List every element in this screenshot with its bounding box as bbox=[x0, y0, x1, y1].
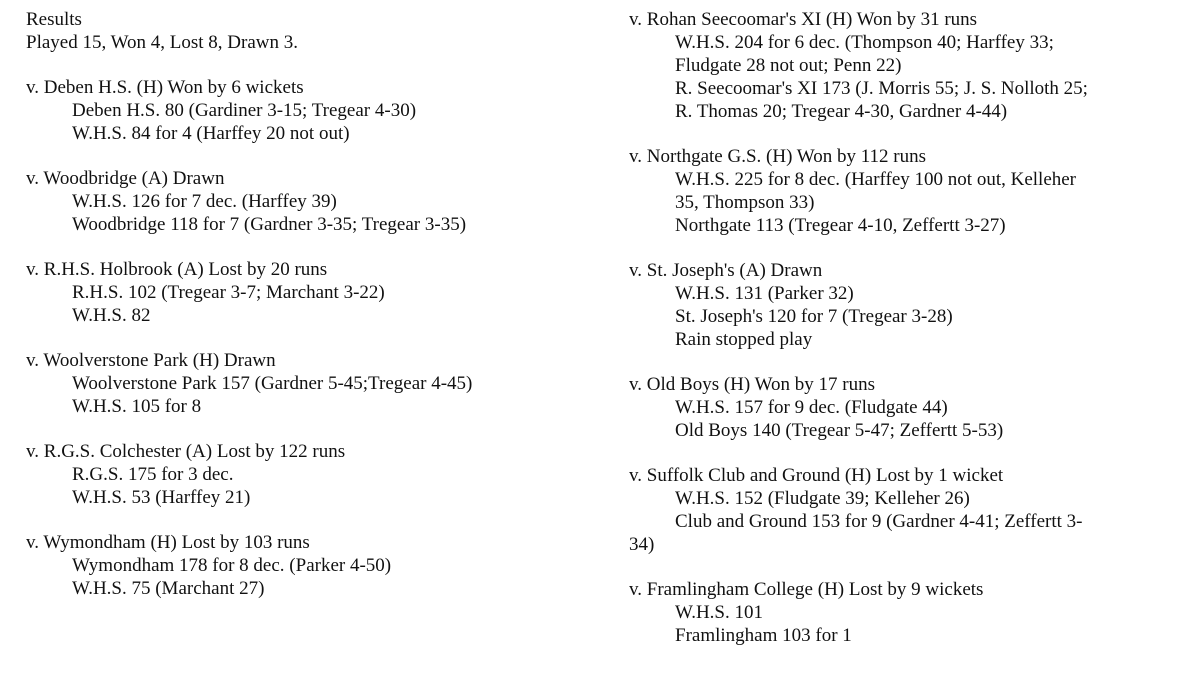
score-line: W.H.S. 152 (Fludgate 39; Kelleher 26) bbox=[675, 488, 970, 509]
score-line-wrap: 34) bbox=[629, 534, 655, 555]
match-entry bbox=[26, 531, 596, 600]
score-line: Framlingham 103 for 1 bbox=[675, 625, 852, 646]
score-line: W.H.S. 225 for 8 dec. (Harffey 100 not out, Kelleher bbox=[675, 169, 1077, 190]
score-line: R.H.S. 102 (Tregear 3-7; Marchant 3-22) bbox=[72, 282, 385, 303]
score-line: Deben H.S. 80 (Gardiner 3-15; Tregear 4-30) bbox=[72, 100, 417, 121]
score-line: W.H.S. 53 (Harffey 21) bbox=[72, 487, 251, 508]
match-entry bbox=[629, 259, 1189, 351]
match-entry bbox=[629, 145, 1189, 237]
score-line: St. Joseph's 120 for 7 (Tregear 3-28) bbox=[675, 306, 953, 327]
score-line: Fludgate 28 not out; Penn 22) bbox=[675, 55, 902, 76]
score-line: 35, Thompson 33) bbox=[675, 192, 815, 213]
match-title: v. St. Joseph's (A) Drawn bbox=[629, 260, 823, 281]
score-line: R. Seecoomar's XI 173 (J. Morris 55; J. S. Nolloth 25; bbox=[675, 78, 1088, 99]
match-entry bbox=[26, 349, 596, 418]
score-line: R. Thomas 20; Tregear 4-30, Gardner 4-44) bbox=[675, 101, 1008, 122]
match-title: v. Deben H.S. (H) Won by 6 wickets bbox=[26, 77, 304, 98]
score-line: W.H.S. 75 (Marchant 27) bbox=[72, 578, 265, 599]
results-heading: Results bbox=[26, 9, 82, 30]
match-entry bbox=[629, 578, 1189, 647]
match-entry bbox=[629, 464, 1189, 556]
match-entry bbox=[26, 258, 596, 327]
right-column bbox=[629, 8, 1189, 669]
score-line: Woolverstone Park 157 (Gardner 5-45;Tregear 4-45) bbox=[72, 373, 473, 394]
score-line: Wymondham 178 for 8 dec. (Parker 4-50) bbox=[72, 555, 392, 576]
score-line: W.H.S. 105 for 8 bbox=[72, 396, 202, 417]
score-line: W.H.S. 82 bbox=[72, 305, 151, 326]
match-title: v. R.H.S. Holbrook (A) Lost by 20 runs bbox=[26, 259, 328, 280]
score-line: W.H.S. 204 for 6 dec. (Thompson 40; Harffey 33; bbox=[675, 32, 1054, 53]
score-line: W.H.S. 126 for 7 dec. (Harffey 39) bbox=[72, 191, 337, 212]
match-title: v. Framlingham College (H) Lost by 9 wickets bbox=[629, 579, 984, 600]
note-line: Rain stopped play bbox=[675, 329, 813, 350]
match-title: v. R.G.S. Colchester (A) Lost by 122 runs bbox=[26, 441, 346, 462]
score-line: R.G.S. 175 for 3 dec. bbox=[72, 464, 234, 485]
score-line: Club and Ground 153 for 9 (Gardner 4-41; Zeffertt 3- bbox=[675, 511, 1083, 532]
match-entry bbox=[629, 8, 1189, 123]
match-title: v. Woodbridge (A) Drawn bbox=[26, 168, 225, 189]
score-line: W.H.S. 101 bbox=[675, 602, 763, 623]
match-title: v. Northgate G.S. (H) Won by 112 runs bbox=[629, 146, 926, 167]
score-line: W.H.S. 157 for 9 dec. (Fludgate 44) bbox=[675, 397, 948, 418]
match-entry bbox=[26, 76, 596, 145]
match-title: v. Woolverstone Park (H) Drawn bbox=[26, 350, 276, 371]
score-line: Northgate 113 (Tregear 4-10, Zeffertt 3-27) bbox=[675, 215, 1006, 236]
score-line: W.H.S. 84 for 4 (Harffey 20 not out) bbox=[72, 123, 350, 144]
match-title: v. Wymondham (H) Lost by 103 runs bbox=[26, 532, 310, 553]
match-title: v. Old Boys (H) Won by 17 runs bbox=[629, 374, 875, 395]
match-entry bbox=[26, 440, 596, 509]
match-entry bbox=[629, 373, 1189, 442]
left-column bbox=[26, 8, 596, 622]
match-title: v. Rohan Seecoomar's XI (H) Won by 31 runs bbox=[629, 9, 978, 30]
score-line: W.H.S. 131 (Parker 32) bbox=[675, 283, 854, 304]
score-line: Old Boys 140 (Tregear 5-47; Zeffertt 5-53) bbox=[675, 420, 1004, 441]
match-entry bbox=[26, 167, 596, 236]
match-title: v. Suffolk Club and Ground (H) Lost by 1 wicket bbox=[629, 465, 1004, 486]
season-summary: Played 15, Won 4, Lost 8, Drawn 3. bbox=[26, 32, 299, 53]
score-line: Woodbridge 118 for 7 (Gardner 3-35; Tregear 3-35) bbox=[72, 214, 467, 235]
